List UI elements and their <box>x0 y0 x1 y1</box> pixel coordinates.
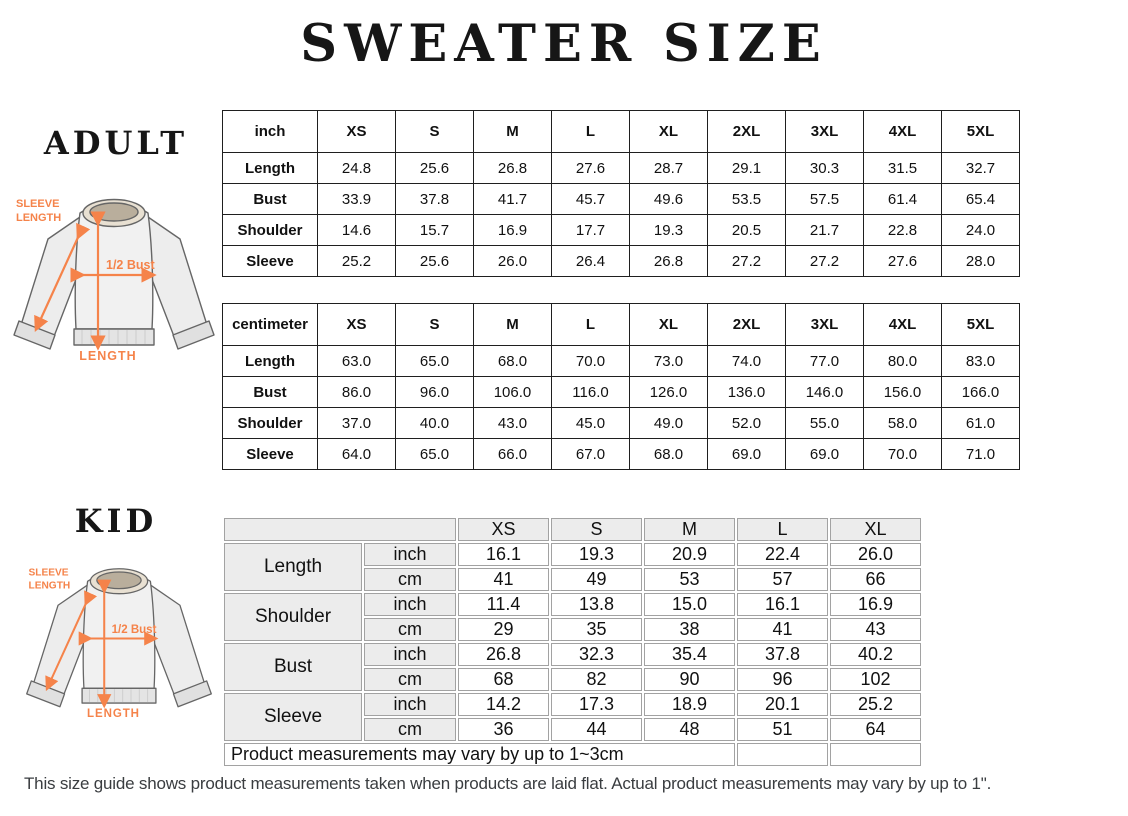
size-column-header: M <box>644 518 735 541</box>
value-cell: 18.9 <box>644 693 735 716</box>
value-cell: 66.0 <box>474 439 552 470</box>
value-cell: 33.9 <box>318 184 396 215</box>
value-cell: 21.7 <box>786 215 864 246</box>
value-cell: 64.0 <box>318 439 396 470</box>
value-cell: 24.8 <box>318 153 396 184</box>
size-column-header: 3XL <box>786 111 864 153</box>
value-cell: 65.4 <box>942 184 1020 215</box>
value-cell: 44 <box>551 718 642 741</box>
value-cell: 41 <box>737 618 828 641</box>
size-column-header: XL <box>630 111 708 153</box>
value-cell: 25.2 <box>318 246 396 277</box>
value-cell: 40.0 <box>396 408 474 439</box>
table-row <box>224 693 921 716</box>
value-cell: 70.0 <box>552 346 630 377</box>
value-cell: 11.4 <box>458 593 549 616</box>
size-column-header: XS <box>458 518 549 541</box>
table-row <box>224 643 921 666</box>
value-cell: 20.9 <box>644 543 735 566</box>
half-bust-label: 1/2 Bust <box>106 258 155 272</box>
unit-cell: cm <box>364 618 456 641</box>
value-cell: 14.2 <box>458 693 549 716</box>
collar-inner <box>97 572 141 589</box>
value-cell: 14.6 <box>318 215 396 246</box>
value-cell: 67.0 <box>552 439 630 470</box>
value-cell: 68 <box>458 668 549 691</box>
kid-section-label: KID <box>74 502 158 540</box>
size-column-header: 2XL <box>708 111 786 153</box>
length-label: LENGTH <box>87 707 140 720</box>
value-cell: 53.5 <box>708 184 786 215</box>
sleeve-length-label-line2: LENGTH <box>16 212 62 224</box>
unit-cell: inch <box>364 643 456 666</box>
value-cell: 49.0 <box>630 408 708 439</box>
value-cell: 102 <box>830 668 921 691</box>
size-column-header: 2XL <box>708 304 786 346</box>
value-cell: 61.0 <box>942 408 1020 439</box>
value-cell: 136.0 <box>708 377 786 408</box>
size-column-header: 3XL <box>786 304 864 346</box>
value-cell: 74.0 <box>708 346 786 377</box>
value-cell: 17.7 <box>552 215 630 246</box>
left-sleeve <box>33 585 87 698</box>
value-cell: 26.8 <box>630 246 708 277</box>
sweater-hem <box>74 329 154 345</box>
value-cell: 28.0 <box>942 246 1020 277</box>
right-sleeve <box>150 585 204 698</box>
value-cell: 68.0 <box>630 439 708 470</box>
kid-size-table <box>222 516 923 768</box>
adult-sweater-diagram <box>8 176 220 386</box>
value-cell: 58.0 <box>864 408 942 439</box>
measurement-label: Bust <box>223 377 318 408</box>
table-row <box>223 246 1020 277</box>
value-cell: 45.0 <box>552 408 630 439</box>
value-cell: 15.7 <box>396 215 474 246</box>
value-cell: 52.0 <box>708 408 786 439</box>
value-cell: 27.6 <box>864 246 942 277</box>
size-guide-disclaimer: This size guide shows product measurements taken when products are laid flat. Actual product measurements may vary by up to 1". <box>24 774 992 793</box>
value-cell: 25.2 <box>830 693 921 716</box>
value-cell: 49.6 <box>630 184 708 215</box>
value-cell: 146.0 <box>786 377 864 408</box>
value-cell: 17.3 <box>551 693 642 716</box>
value-cell: 61.4 <box>864 184 942 215</box>
value-cell: 63.0 <box>318 346 396 377</box>
size-column-header: 5XL <box>942 304 1020 346</box>
value-cell: 90 <box>644 668 735 691</box>
value-cell: 19.3 <box>551 543 642 566</box>
sweater-hem <box>82 688 156 703</box>
value-cell: 27.6 <box>552 153 630 184</box>
value-cell: 25.6 <box>396 246 474 277</box>
adult-inch-size-table <box>222 110 1020 277</box>
value-cell: 55.0 <box>786 408 864 439</box>
value-cell: 126.0 <box>630 377 708 408</box>
value-cell: 24.0 <box>942 215 1020 246</box>
unit-cell: cm <box>364 718 456 741</box>
table-row <box>223 346 1020 377</box>
size-column-header: XS <box>318 304 396 346</box>
measurement-label: Length <box>224 543 362 591</box>
sleeve-length-label-line1: SLEEVE <box>28 567 69 579</box>
value-cell: 40.2 <box>830 643 921 666</box>
value-cell: 32.3 <box>551 643 642 666</box>
measurement-label: Bust <box>223 184 318 215</box>
value-cell: 30.3 <box>786 153 864 184</box>
page-title: SWEATER SIZE <box>300 14 828 74</box>
value-cell: 15.0 <box>644 593 735 616</box>
value-cell: 26.8 <box>474 153 552 184</box>
collar-inner <box>90 203 138 221</box>
size-column-header: 4XL <box>864 111 942 153</box>
size-column-header: XL <box>630 304 708 346</box>
value-cell: 57 <box>737 568 828 591</box>
value-cell: 45.7 <box>552 184 630 215</box>
value-cell: 106.0 <box>474 377 552 408</box>
size-column-header: XL <box>830 518 921 541</box>
value-cell: 29 <box>458 618 549 641</box>
value-cell: 66 <box>830 568 921 591</box>
sleeve-length-label-line1: SLEEVE <box>16 198 60 210</box>
unit-cell: cm <box>364 668 456 691</box>
value-cell: 41 <box>458 568 549 591</box>
value-cell: 49 <box>551 568 642 591</box>
measurement-label: Sleeve <box>223 439 318 470</box>
table-row <box>223 153 1020 184</box>
value-cell: 26.4 <box>552 246 630 277</box>
value-cell: 37.8 <box>396 184 474 215</box>
value-cell: 41.7 <box>474 184 552 215</box>
unit-cell: cm <box>364 568 456 591</box>
value-cell: 31.5 <box>864 153 942 184</box>
table-row <box>223 215 1020 246</box>
measurement-label: Sleeve <box>223 246 318 277</box>
value-cell: 68.0 <box>474 346 552 377</box>
value-cell: 51 <box>737 718 828 741</box>
value-cell: 26.8 <box>458 643 549 666</box>
value-cell: 69.0 <box>786 439 864 470</box>
measurement-label: Shoulder <box>223 215 318 246</box>
value-cell: 29.1 <box>708 153 786 184</box>
value-cell: 37.8 <box>737 643 828 666</box>
size-column-header: S <box>396 111 474 153</box>
size-column-header: M <box>474 304 552 346</box>
right-sleeve <box>148 217 207 339</box>
value-cell: 28.7 <box>630 153 708 184</box>
corner-cell <box>224 518 456 541</box>
table-row <box>223 408 1020 439</box>
measurement-label: Sleeve <box>224 693 362 741</box>
value-cell: 20.5 <box>708 215 786 246</box>
table-row <box>224 593 921 616</box>
value-cell: 96.0 <box>396 377 474 408</box>
value-cell: 83.0 <box>942 346 1020 377</box>
value-cell: 16.1 <box>458 543 549 566</box>
footnote-row <box>224 743 921 766</box>
value-cell: 32.7 <box>942 153 1020 184</box>
value-cell: 16.9 <box>830 593 921 616</box>
sleeve-length-label-line2: LENGTH <box>28 580 71 592</box>
value-cell: 71.0 <box>942 439 1020 470</box>
size-column-header: S <box>551 518 642 541</box>
value-cell: 77.0 <box>786 346 864 377</box>
unit-header: inch <box>223 111 318 153</box>
measurement-label: Length <box>223 346 318 377</box>
value-cell: 13.8 <box>551 593 642 616</box>
unit-header: centimeter <box>223 304 318 346</box>
value-cell: 22.4 <box>737 543 828 566</box>
adult-section-label: ADULT <box>43 124 189 162</box>
value-cell: 166.0 <box>942 377 1020 408</box>
value-cell: 35 <box>551 618 642 641</box>
value-cell: 156.0 <box>864 377 942 408</box>
value-cell: 26.0 <box>830 543 921 566</box>
size-column-header: M <box>474 111 552 153</box>
size-column-header: L <box>737 518 828 541</box>
value-cell: 19.3 <box>630 215 708 246</box>
measurement-label: Shoulder <box>223 408 318 439</box>
measurement-label: Shoulder <box>224 593 362 641</box>
value-cell: 65.0 <box>396 346 474 377</box>
footnote-cell: Product measurements may vary by up to 1~3cm <box>224 743 735 766</box>
size-column-header: L <box>552 111 630 153</box>
value-cell: 20.1 <box>737 693 828 716</box>
value-cell: 38 <box>644 618 735 641</box>
table-row <box>223 377 1020 408</box>
value-cell: 48 <box>644 718 735 741</box>
size-column-header: 4XL <box>864 304 942 346</box>
value-cell: 25.6 <box>396 153 474 184</box>
unit-cell: inch <box>364 593 456 616</box>
table-row <box>223 184 1020 215</box>
unit-cell: inch <box>364 543 456 566</box>
size-column-header: 5XL <box>942 111 1020 153</box>
size-column-header: XS <box>318 111 396 153</box>
measurement-label: Bust <box>224 643 362 691</box>
value-cell: 70.0 <box>864 439 942 470</box>
kid-sweater-diagram <box>20 548 218 740</box>
left-sleeve <box>21 217 80 339</box>
value-cell: 27.2 <box>786 246 864 277</box>
value-cell: 53 <box>644 568 735 591</box>
adult-cm-size-table <box>222 303 1020 470</box>
value-cell: 86.0 <box>318 377 396 408</box>
size-column-header: S <box>396 304 474 346</box>
empty-cell <box>830 743 921 766</box>
value-cell: 57.5 <box>786 184 864 215</box>
value-cell: 16.9 <box>474 215 552 246</box>
value-cell: 37.0 <box>318 408 396 439</box>
value-cell: 43 <box>830 618 921 641</box>
table-row <box>224 543 921 566</box>
value-cell: 80.0 <box>864 346 942 377</box>
value-cell: 16.1 <box>737 593 828 616</box>
value-cell: 82 <box>551 668 642 691</box>
size-column-header: L <box>552 304 630 346</box>
value-cell: 36 <box>458 718 549 741</box>
half-bust-label: 1/2 Bust <box>111 623 157 636</box>
value-cell: 43.0 <box>474 408 552 439</box>
table-row <box>223 439 1020 470</box>
length-label: LENGTH <box>79 349 137 363</box>
measurement-label: Length <box>223 153 318 184</box>
value-cell: 65.0 <box>396 439 474 470</box>
value-cell: 96 <box>737 668 828 691</box>
value-cell: 73.0 <box>630 346 708 377</box>
unit-cell: inch <box>364 693 456 716</box>
value-cell: 64 <box>830 718 921 741</box>
value-cell: 116.0 <box>552 377 630 408</box>
value-cell: 35.4 <box>644 643 735 666</box>
value-cell: 27.2 <box>708 246 786 277</box>
value-cell: 26.0 <box>474 246 552 277</box>
value-cell: 69.0 <box>708 439 786 470</box>
value-cell: 22.8 <box>864 215 942 246</box>
empty-cell <box>737 743 828 766</box>
